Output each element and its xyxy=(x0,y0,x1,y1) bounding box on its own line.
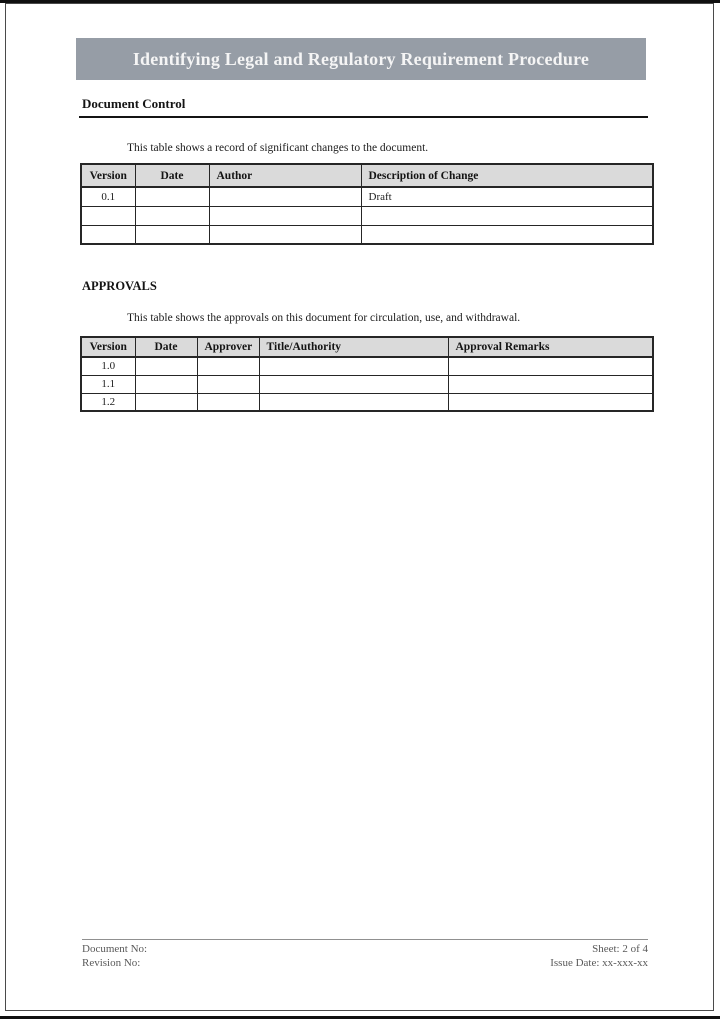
table-cell: 0.1 xyxy=(81,187,135,206)
column-header: Version xyxy=(81,164,135,187)
table-cell xyxy=(448,393,653,411)
footer-left-block xyxy=(82,943,147,971)
table-row xyxy=(81,393,653,411)
table-cell: 1.0 xyxy=(81,357,135,375)
column-header: Approver xyxy=(197,337,259,357)
table-cell xyxy=(81,225,135,244)
column-header: Date xyxy=(135,337,197,357)
title-banner xyxy=(76,38,646,80)
table-cell xyxy=(259,393,448,411)
document-control-heading: Document Control xyxy=(79,96,648,118)
table-cell xyxy=(135,225,209,244)
document-control-table xyxy=(80,163,654,245)
column-header: Author xyxy=(209,164,361,187)
table-header-row xyxy=(81,164,653,187)
table-cell xyxy=(135,206,209,225)
table-row xyxy=(81,375,653,393)
document-no-label: Document No: xyxy=(82,943,148,955)
approvals-intro: This table shows the approvals on this document for circulation, use, and withdrawal. xyxy=(127,312,521,324)
issue-date-label: Issue Date: xx-xxx-xx xyxy=(550,956,648,969)
column-header: Title/Authority xyxy=(259,337,448,357)
table-cell xyxy=(135,393,197,411)
footer-right-block xyxy=(550,943,648,971)
table-row xyxy=(81,206,653,225)
document-control-intro: This table shows a record of significant changes to the document. xyxy=(127,142,429,154)
table-cell xyxy=(197,375,259,393)
column-header: Date xyxy=(135,164,209,187)
table-cell xyxy=(81,206,135,225)
sheet-number-label: Sheet: 2 of 4 xyxy=(592,943,648,955)
revision-no-label: Revision No: xyxy=(82,956,141,969)
table-cell: Draft xyxy=(361,187,653,206)
document-title: Identifying Legal and Regulatory Requirement Procedure xyxy=(132,48,590,69)
approvals-heading: APPROVALS xyxy=(82,279,157,293)
table-cell xyxy=(135,375,197,393)
column-header: Approval Remarks xyxy=(448,337,653,357)
table-cell xyxy=(361,225,653,244)
table-cell xyxy=(135,357,197,375)
page-footer xyxy=(82,939,648,971)
table-cell xyxy=(135,187,209,206)
table-cell xyxy=(209,225,361,244)
table-cell xyxy=(259,357,448,375)
table-cell xyxy=(448,357,653,375)
table-cell xyxy=(259,375,448,393)
table-cell xyxy=(197,393,259,411)
page-content xyxy=(82,0,648,412)
approvals-table xyxy=(80,336,654,412)
table-cell xyxy=(209,187,361,206)
table-cell xyxy=(197,357,259,375)
page-top-edge xyxy=(0,0,720,3)
table-cell: 1.2 xyxy=(81,393,135,411)
table-row xyxy=(81,357,653,375)
column-header: Description of Change xyxy=(361,164,653,187)
table-cell xyxy=(361,206,653,225)
table-row xyxy=(81,225,653,244)
table-cell: 1.1 xyxy=(81,375,135,393)
table-header-row xyxy=(81,337,653,357)
table-cell xyxy=(209,206,361,225)
table-row xyxy=(81,187,653,206)
table-cell xyxy=(448,375,653,393)
column-header: Version xyxy=(81,337,135,357)
